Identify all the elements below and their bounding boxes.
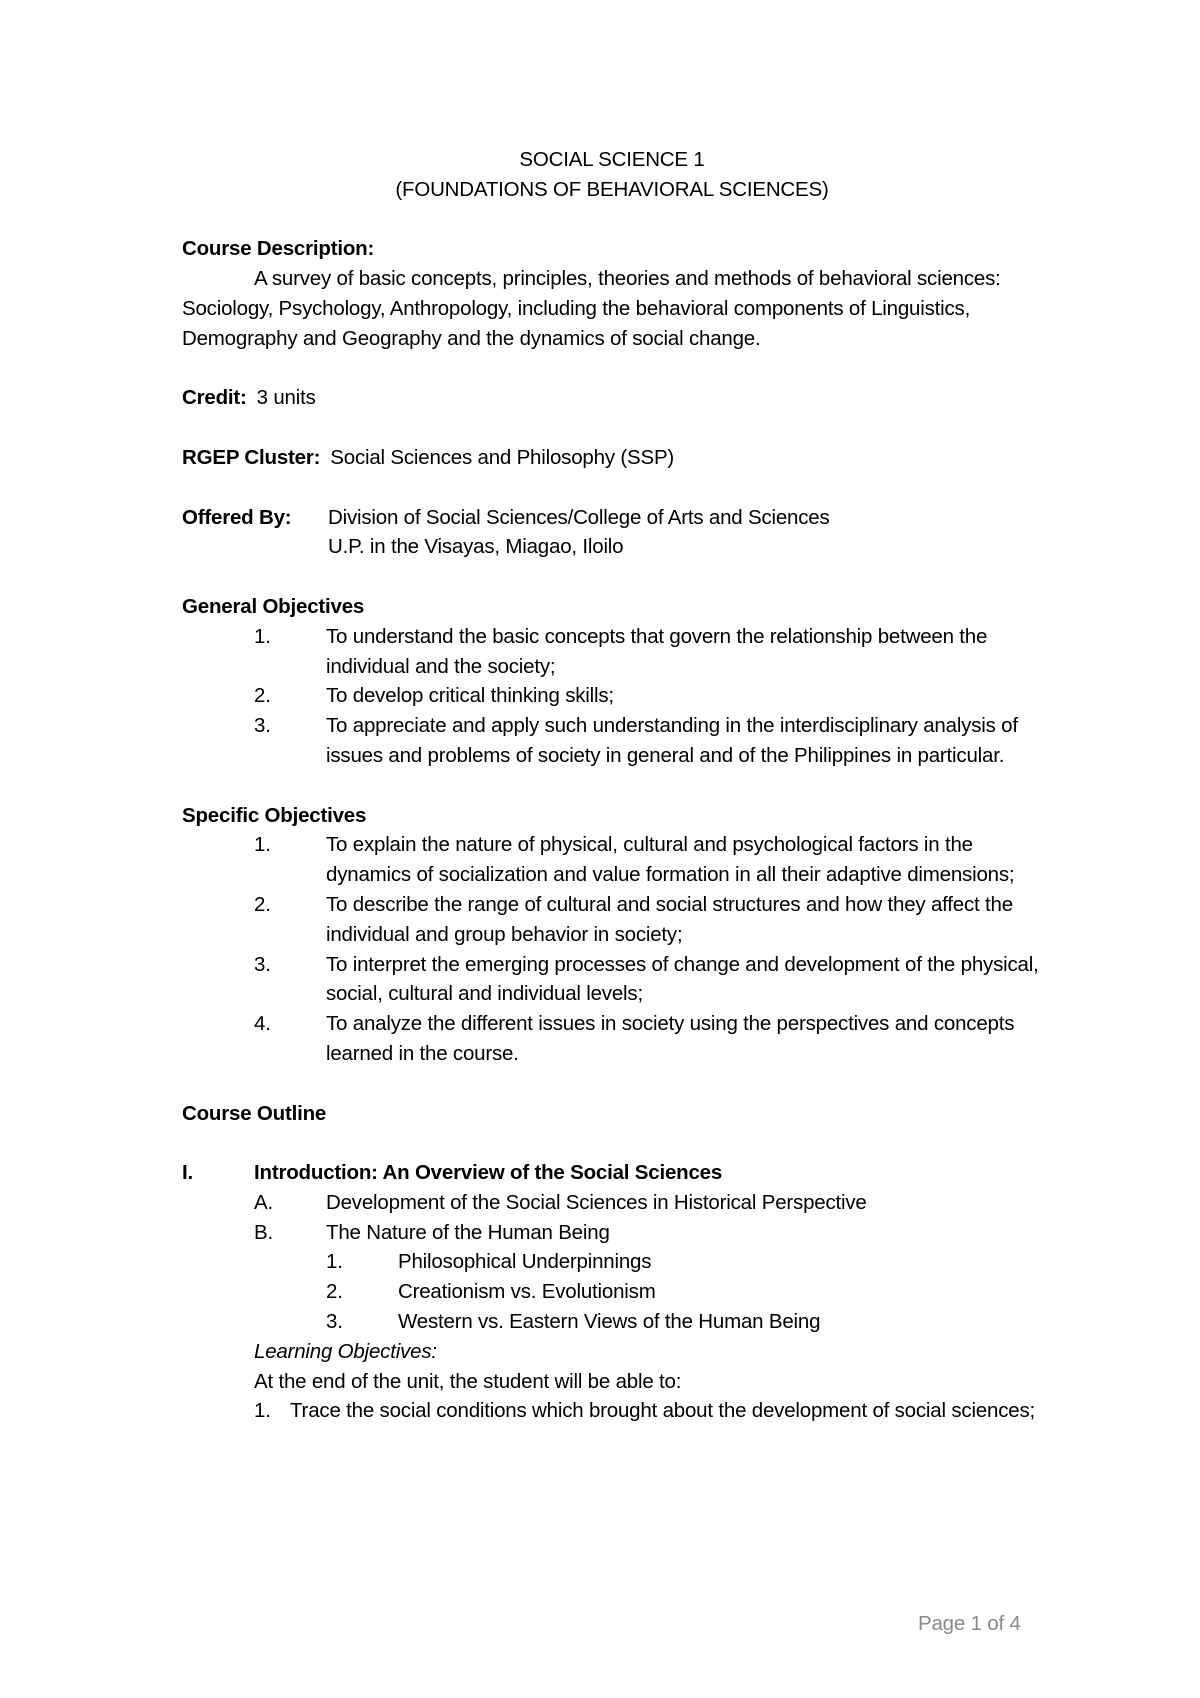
item-text: Development of the Social Sciences in Historical Perspective [326,1190,867,1214]
list-item [182,890,1042,950]
item-text: To explain the nature of physical, cultural and psychological factors in the dynamics of socialization and value formation in all their adaptive dimensions; [326,833,1015,887]
unit-sections-list [182,1188,1042,1248]
course-description-text: A survey of basic concepts, principles, theories and methods of behavioral sciences: Sociology, Psychology, Anthropology, including the behavioral components of Linguistics, Demography and Geography and the dynamics of social change. [182,267,1001,350]
credit-label: Credit: [182,386,247,410]
list-item [182,950,1042,1010]
general-objectives-list [182,622,1042,771]
item-number: 1. [254,624,271,648]
item-text: To analyze the different issues in society using the perspectives and concepts learned in the course. [326,1012,1015,1065]
offered-by-line2: U.P. in the Visayas, Miagao, Iloilo [328,535,624,559]
credit-row [182,383,1042,413]
rgep-cluster-row [182,443,1042,473]
item-number: 3. [254,714,271,738]
item-number: 1. [326,1250,343,1274]
learning-objectives-label: Learning Objectives: [254,1339,437,1363]
specific-objectives-list [182,830,1042,1068]
list-item [182,1247,1042,1277]
rgep-cluster-value: Social Sciences and Philosophy (SSP) [330,445,675,469]
list-item [254,1396,1042,1426]
unit-heading [182,1158,1042,1188]
offered-by-value [328,503,830,563]
unit-title: Introduction: An Overview of the Social Sciences [254,1161,723,1185]
item-number: 1. [254,833,271,857]
specific-objectives-heading: Specific Objectives [182,803,367,827]
item-number: 4. [254,1012,271,1036]
rgep-cluster-label: RGEP Cluster: [182,445,321,469]
document-subtitle: (FOUNDATIONS OF BEHAVIORAL SCIENCES) [395,177,829,201]
item-number: 2. [254,684,271,708]
course-outline-heading: Course Outline [182,1101,327,1125]
item-text: To develop critical thinking skills; [326,684,614,708]
item-text: To understand the basic concepts that govern the relationship between the individual and the society; [326,624,988,678]
item-number: B. [254,1220,273,1244]
document-title: SOCIAL SCIENCE 1 [519,148,705,171]
general-objectives-heading: General Objectives [182,594,365,618]
item-number: 2. [254,892,271,916]
learning-objectives-block [182,1337,1042,1426]
learning-objectives-intro: At the end of the unit, the student will be able to: [254,1369,682,1393]
list-item [182,1218,1042,1248]
offered-by-label: Offered By: [182,505,292,529]
item-text: The Nature of the Human Being [326,1220,610,1244]
list-item [182,681,1042,711]
unit-subsections-list [182,1247,1042,1336]
list-item [182,1009,1042,1069]
document-body [182,145,1042,1426]
item-text: To interpret the emerging processes of change and development of the physical, social, cultural and individual levels; [326,952,1039,1006]
page-number-footer: Page 1 of 4 [918,1612,1021,1635]
item-number: 3. [326,1310,343,1334]
list-item [182,1188,1042,1218]
offered-by-line1: Division of Social Sciences/College of Arts and Sciences [328,505,830,529]
unit-number: I. [182,1161,193,1185]
item-text: Creationism vs. Evolutionism [398,1280,656,1304]
item-text: Western vs. Eastern Views of the Human Being [398,1310,821,1334]
list-item [182,711,1042,771]
item-number: 2. [326,1280,343,1304]
learning-objectives-list [254,1396,1042,1426]
list-item [182,622,1042,682]
list-item [182,1307,1042,1337]
item-number: 3. [254,952,271,976]
item-text: Philosophical Underpinnings [398,1250,652,1274]
item-number: A. [254,1190,273,1214]
offered-by-row [182,503,1042,563]
credit-value: 3 units [256,386,316,410]
item-text: Trace the social conditions which brought about the development of social sciences; [290,1399,1035,1423]
list-item [182,1277,1042,1307]
list-item [182,830,1042,890]
item-text: To describe the range of cultural and social structures and how they affect the individual and group behavior in society; [326,892,1013,946]
item-text: To appreciate and apply such understanding in the interdisciplinary analysis of issues and problems of society in general and of the Philippines in particular. [326,714,1018,767]
course-description-label: Course Description: [182,237,375,261]
item-number: 1. [254,1399,271,1423]
